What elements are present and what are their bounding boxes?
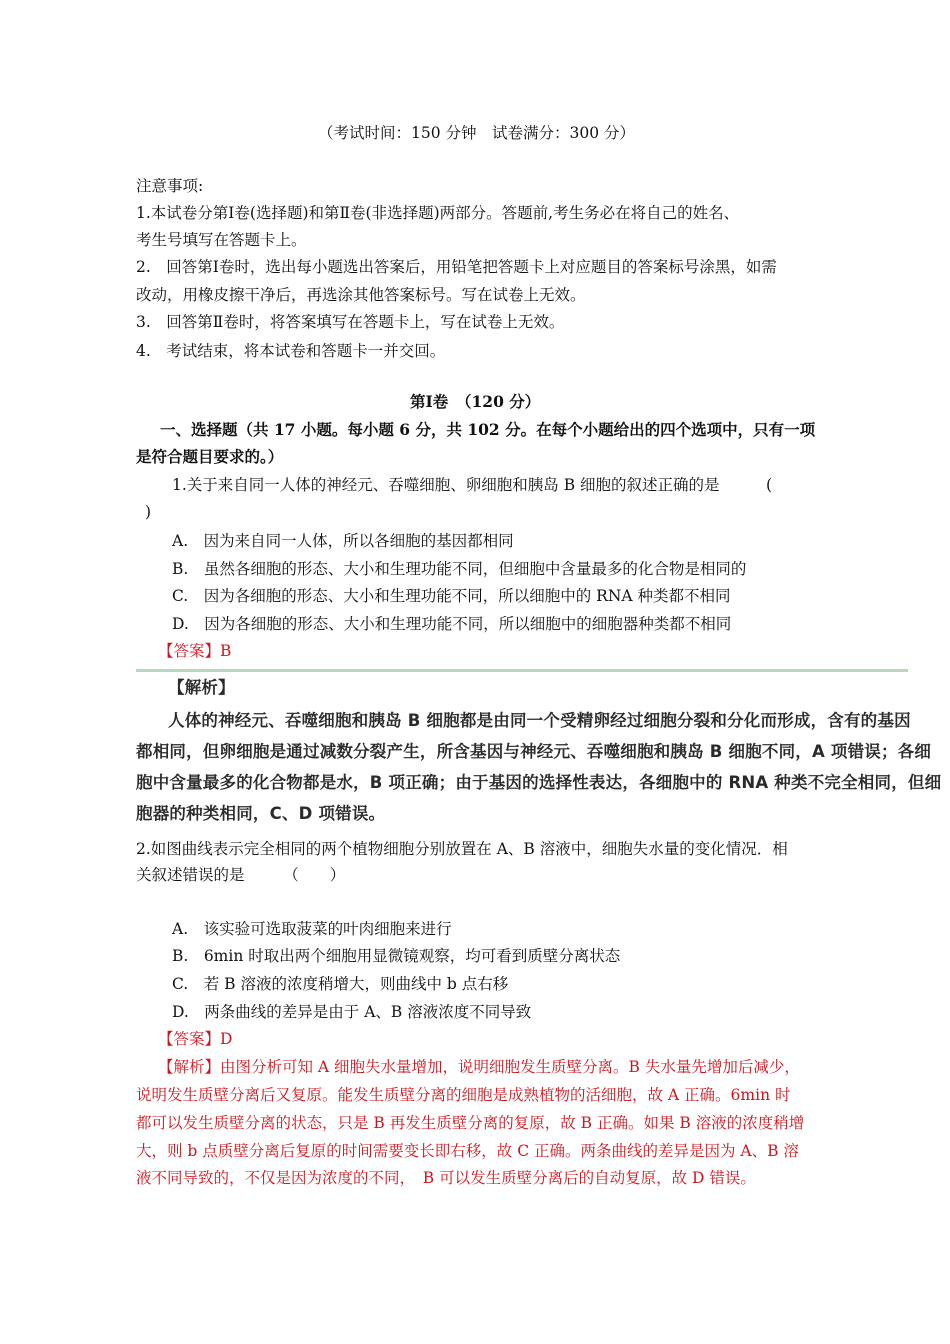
- analysis-line: 都可以发生质壁分离的状态，只是 B 再发生质壁分离的复原，故 B 正确。如果 B 溶液的浓度稍增: [136, 1114, 805, 1132]
- answer: 【答案】D: [158, 1030, 233, 1048]
- answer: 【答案】B: [158, 642, 232, 660]
- analysis-line: 胞中含量最多的化合物都是水，B 项正确；由于基因的选择性表达，各细胞中的 RNA 种类不完全相同，但细: [136, 773, 942, 792]
- divider: [136, 669, 908, 672]
- option-d: D. 两条曲线的差异是由于 A、B 溶液浓度不同导致: [172, 1003, 532, 1021]
- section-title: 第Ⅰ卷 （120 分）: [410, 392, 541, 411]
- question-stem: 1.关于来自同一人体的神经元、吞噬细胞、卵细胞和胰岛 B 细胞的叙述正确的是 (: [172, 476, 773, 494]
- option-b: B. 虽然各细胞的形态、大小和生理功能不同，但细胞中含量最多的化合物是相同的: [172, 560, 747, 578]
- question-stem: ): [145, 503, 152, 521]
- option-a: A. 因为来自同一人体，所以各细胞的基因都相同: [172, 532, 514, 550]
- option-d: D. 因为各细胞的形态、大小和生理功能不同，所以细胞中的细胞器种类都不相同: [172, 615, 732, 633]
- notice-line: 改动，用橡皮擦干净后，再选涂其他答案标号。写在试卷上无效。: [136, 286, 586, 304]
- option-b: B. 6min 时取出两个细胞用显微镜观察，均可看到质壁分离状态: [172, 947, 621, 965]
- analysis-line: 胞器的种类相同，C、D 项错误。: [136, 804, 386, 823]
- analysis-line: 液不同导致的，不仅是因为浓度的不同， B 可以发生质壁分离后的自动复原，故 D 错误。: [136, 1169, 756, 1187]
- option-a: A. 该实验可选取菠菜的叶肉细胞来进行: [172, 920, 452, 938]
- option-c: C. 若 B 溶液的浓度稍增大，则曲线中 b 点右移: [172, 975, 509, 993]
- analysis-line: 【解析】由图分析可知 A 细胞失水量增加，说明细胞发生质壁分离。B 失水量先增加后减少，: [158, 1058, 800, 1076]
- notice-line: 1.本试卷分第Ⅰ卷(选择题)和第Ⅱ卷(非选择题)两部分。答题前,考生务必在将自己的姓名、: [136, 204, 740, 222]
- option-c: C. 因为各细胞的形态、大小和生理功能不同，所以细胞中的 RNA 种类都不相同: [172, 587, 731, 605]
- analysis-line: 都相同，但卵细胞是通过减数分裂产生，所含基因与神经元、吞噬细胞和胰岛 B 细胞不同，A 项错误；各细: [136, 742, 932, 761]
- analysis-line: 大，则 b 点质壁分离后复原的时间需要变长即右移，故 C 正确。两条曲线的差异是因为 A、B 溶: [136, 1142, 799, 1160]
- analysis-line: 人体的神经元、吞噬细胞和胰岛 B 细胞都是由同一个受精卵经过细胞分裂和分化而形成，含有的基因: [168, 711, 911, 730]
- notice-line: 考生号填写在答题卡上。: [136, 231, 307, 249]
- notice-line: 4. 考试结束，将本试卷和答题卡一并交回。: [136, 342, 446, 360]
- notice-line: 2. 回答第Ⅰ卷时，选出每小题选出答案后，用铅笔把答题卡上对应题目的答案标号涂黑，如需: [136, 258, 777, 276]
- notice-title: 注意事项:: [136, 177, 204, 195]
- analysis-line: 说明发生质壁分离后又复原。能发生质壁分离的细胞是成熟植物的活细胞，故 A 正确。6min 时: [136, 1086, 791, 1104]
- analysis-label: 【解析】: [168, 678, 235, 697]
- question-stem: 2.如图曲线表示完全相同的两个植物细胞分别放置在 A、B 溶液中，细胞失水量的变化情况．相: [136, 840, 788, 858]
- exam-info: （考试时间：150 分钟 试卷满分：300 分）: [318, 124, 636, 142]
- section-instruction: 是符合题目要求的。）: [136, 447, 284, 466]
- notice-line: 3. 回答第Ⅱ卷时，将答案填写在答题卡上，写在试卷上无效。: [136, 313, 565, 331]
- question-stem: 关叙述错误的是 （ ）: [136, 866, 346, 884]
- section-instruction: 一、选择题（共 17 小题。每小题 6 分，共 102 分。在每个小题给出的四个选项中，只有一项: [160, 420, 816, 439]
